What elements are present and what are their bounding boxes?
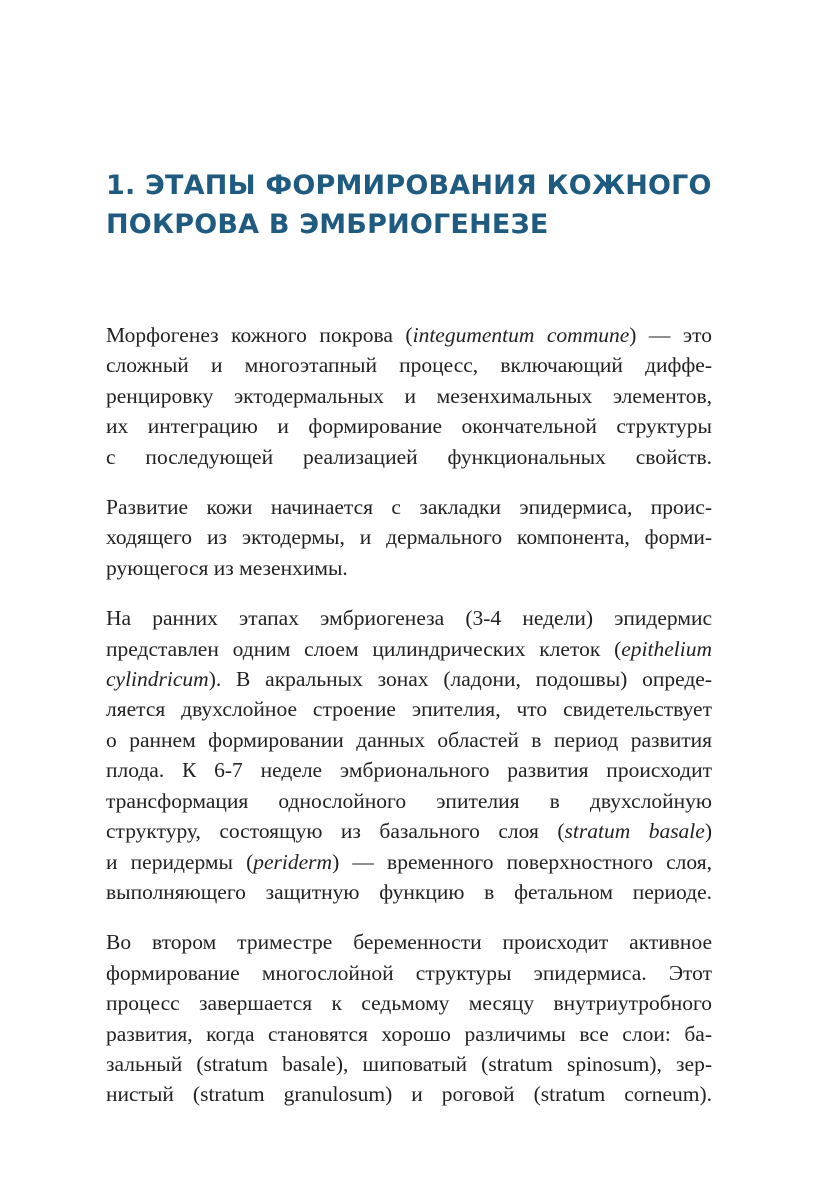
paragraph-morphogenesis: [106, 320, 712, 472]
latin-term: cylindricum: [106, 667, 209, 692]
text-run: и перидермы (: [106, 849, 254, 874]
text-line: зальный (stratum basale), шиповатый (stratum spinosum), зер-: [106, 1051, 712, 1076]
text-run: представлен одним слоем цилиндрических клеток (: [106, 636, 622, 661]
text-run: структуру, состоящую из базального слоя (: [106, 819, 565, 844]
body-text: [106, 320, 712, 1130]
paragraph-second-trimester: [106, 927, 712, 1109]
chapter-title-line-2: ПОКРОВА В ЭМБРИОГЕНЕЗЕ: [106, 209, 549, 240]
text-line: выполняющего защитную функцию в фетальном периоде.: [106, 879, 712, 904]
latin-term: periderm: [253, 849, 333, 874]
text-run: Морфогенез кожного покрова (: [106, 323, 413, 347]
text-line: развития, когда становятся хорошо различимы все слои: ба-: [106, 1021, 712, 1046]
chapter-title: [106, 166, 746, 244]
text-run: ). В акральных зонах (ладони, подошвы) опреде-: [208, 667, 712, 692]
text-line: [106, 320, 712, 350]
text-line: [106, 816, 712, 846]
text-run: ) — это: [629, 323, 712, 347]
text-line: ходящего из эктодермы, и дермального компонента, форми-: [106, 525, 712, 550]
text-line: трансформация однослойного эпителия в двухслойную: [106, 788, 712, 813]
latin-term: integumentum commune: [412, 323, 630, 347]
text-line: Развитие кожи начинается с закладки эпидермиса, проис-: [106, 495, 712, 520]
paragraph-skin-development: [106, 492, 712, 583]
text-run: ): [704, 819, 712, 844]
text-line: процесс завершается к седьмому месяцу внутриутробного: [106, 991, 712, 1016]
latin-term: stratum basale: [564, 819, 705, 844]
text-line: с последующей реализацией функциональных свойств.: [106, 444, 712, 469]
latin-term: epithelium: [621, 636, 712, 661]
text-line: о раннем формировании данных областей в период развития: [106, 727, 712, 752]
text-line: Во втором триместре беременности происходит активное: [106, 930, 712, 955]
paragraph-early-embryogenesis: [106, 603, 712, 907]
text-line: рующегося из мезенхимы.: [106, 555, 348, 580]
text-line: ляется двухслойное строение эпителия, что свидетельствует: [106, 697, 712, 722]
text-line: [106, 634, 712, 664]
text-line: их интеграцию и формирование окончательной структуры: [106, 414, 712, 439]
text-line: сложный и многоэтапный процесс, включающий диффе-: [106, 353, 712, 378]
text-line: ренцировку эктодермальных и мезенхимальных элементов,: [106, 383, 712, 408]
text-line: [106, 664, 712, 694]
text-line: На ранних этапах эмбриогенеза (3-4 недели) эпидермис: [106, 606, 712, 631]
text-line: нистый (stratum granulosum) и роговой (stratum corneum).: [106, 1082, 712, 1107]
text-line: [106, 847, 712, 877]
text-run: ) — временного поверхностного слоя,: [332, 849, 712, 874]
text-line: плода. К 6-7 неделе эмбрионального развития происходит: [106, 758, 712, 783]
chapter-title-line-1: 1. ЭТАПЫ ФОРМИРОВАНИЯ КОЖНОГО: [106, 170, 712, 201]
text-line: формирование многослойной структуры эпидермиса. Этот: [106, 960, 712, 985]
